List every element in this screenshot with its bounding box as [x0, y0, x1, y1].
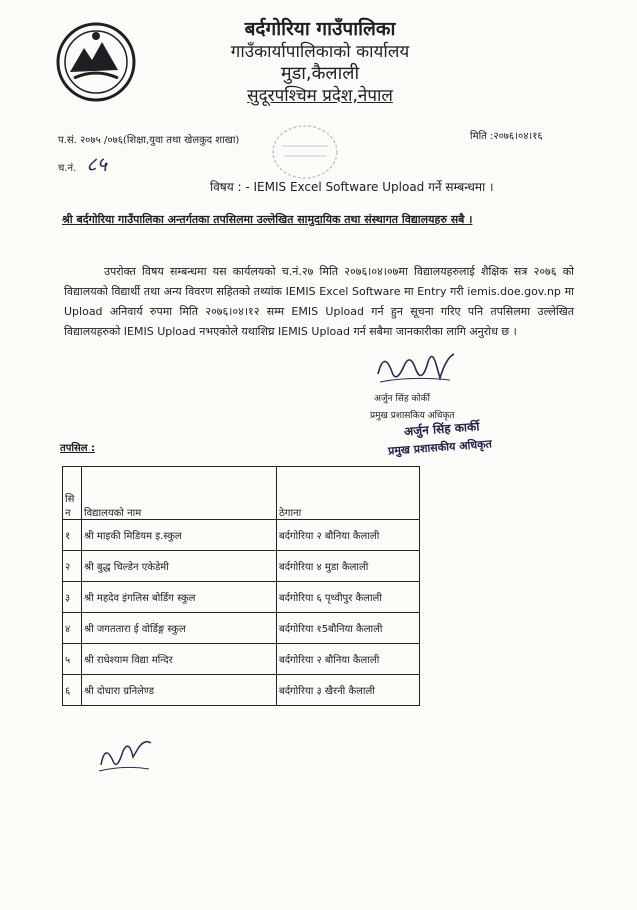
- row-school-name: श्री राधेश्याम विद्या मन्दिर: [82, 644, 277, 675]
- row-address: बर्दगोरिया ३ खैरनी कैलाली: [277, 675, 420, 706]
- table-row: [63, 613, 420, 644]
- row-sn: १: [63, 520, 82, 551]
- sn-header-part1: सि: [65, 494, 75, 505]
- letter-date: मिति :२०७६।०४।१६: [470, 131, 543, 142]
- letter-subject: विषय : - IEMIS Excel Software Upload गर्ने सम्बन्धमा ।: [210, 180, 494, 194]
- municipality-emblem: [56, 22, 136, 102]
- municipality-name: बर्दगोरिया गाउँपालिका: [244, 18, 396, 40]
- province-name: सुदूरपश्चिम प्रदेश,नेपाल: [247, 85, 393, 106]
- office-name: गाउँकार्यापालिकाको कार्यालय: [230, 41, 410, 62]
- letter-body: उपरोक्त विषय सम्बन्धमा यस कार्यलयको च.नं.२७ मिति २०७६।०४।०७मा विद्यालयहरुलाई शैक्षिक सत्र २०७६ को विद्यालयको विद्यार्थी तथा अन्य विवरण सहितको तथ्यांक IEMIS Excel Software मा Entry गरी iemis.doe.gov.np मा Upload अनिवार्य रुपमा मिति २०७६।०४।१२ सम्म EMIS Upload गर्न हुन सूचना गरिए पनि तपसिलमा उल्लेखित विद्यालयहरुको IEMIS Upload नभएकोले यथाशिघ्र IEMIS Upload गर्न सबैमा जानकारीका लागि अनुरोध छ ।: [64, 265, 574, 338]
- row-sn: २: [63, 551, 82, 582]
- column-header-sn: [63, 467, 82, 520]
- row-address: बर्दगोरिया ४ मुडा कैलाली: [277, 551, 420, 582]
- row-school-name: श्री महदेव इंगलिस बोर्डिग स्कुल: [82, 582, 277, 613]
- name-stamp: अर्जुन सिंह कार्की: [403, 419, 480, 439]
- dispatch-number: [58, 150, 107, 177]
- row-address: बर्दगोरिया २ बौनिया कैलाली: [277, 520, 420, 551]
- column-header-address: ठेगाना: [277, 467, 420, 520]
- row-sn: ५: [63, 644, 82, 675]
- row-school-name: श्री माइकी मिडियम इ.स्कुल: [82, 520, 277, 551]
- signer-name: अर्जुन सिंह कोर्की: [374, 394, 430, 404]
- row-sn: ३: [63, 582, 82, 613]
- row-school-name: श्री बुद्ध चिल्डेन एकेडेमी: [82, 551, 277, 582]
- title-stamp: प्रमुख प्रशासकीय अधिकृत: [387, 437, 493, 458]
- column-header-school-name: विद्यालयको नाम: [82, 467, 277, 520]
- dispatch-value: ८५: [86, 152, 108, 176]
- table-row: [63, 520, 420, 551]
- row-address: बर्दगोरिया १5बौनिया कैलाली: [277, 613, 420, 644]
- dispatch-label: च.नं.: [58, 163, 77, 174]
- table-row: [63, 675, 420, 706]
- schedule-label: तपसिल :: [60, 443, 95, 454]
- row-sn: ४: [63, 613, 82, 644]
- office-location: मुडा,कैलाली: [280, 63, 360, 84]
- row-address: बर्दगोरिया ६ पृथ्वीपुर कैलाली: [277, 582, 420, 613]
- reference-number: प.सं. २०७५ /०७६(शिक्षा,युवा तथा खेलकुद शाखा): [58, 135, 240, 146]
- school-list-table: [62, 466, 420, 706]
- table-row: [63, 582, 420, 613]
- table-row: [63, 644, 420, 675]
- row-address: बर्दगोरिया २ बौनिया कैलाली: [277, 644, 420, 675]
- sn-header-part2: न: [65, 508, 71, 519]
- office-stamp: [270, 122, 340, 182]
- initials-signature: [95, 735, 155, 775]
- letter-addressee: श्री बर्दगोरिया गाउँपालिका अन्तर्गतका तपसिलमा उल्लेखित सामुदायिक तथा संस्थागत विद्यालयहरु सबै ।: [62, 213, 473, 226]
- signer-title: प्रमुख प्रशासकिय अधिकृत: [370, 411, 455, 421]
- letterhead: [190, 18, 450, 107]
- row-school-name: श्री दोधारा ग्रनिलेण्ड: [82, 675, 277, 706]
- row-school-name: श्री जगततारा ई वोर्डिङ्ग स्कुल: [82, 613, 277, 644]
- row-sn: ६: [63, 675, 82, 706]
- table-header-row: [63, 467, 420, 520]
- handwritten-signature: [370, 344, 460, 394]
- table-row: [63, 551, 420, 582]
